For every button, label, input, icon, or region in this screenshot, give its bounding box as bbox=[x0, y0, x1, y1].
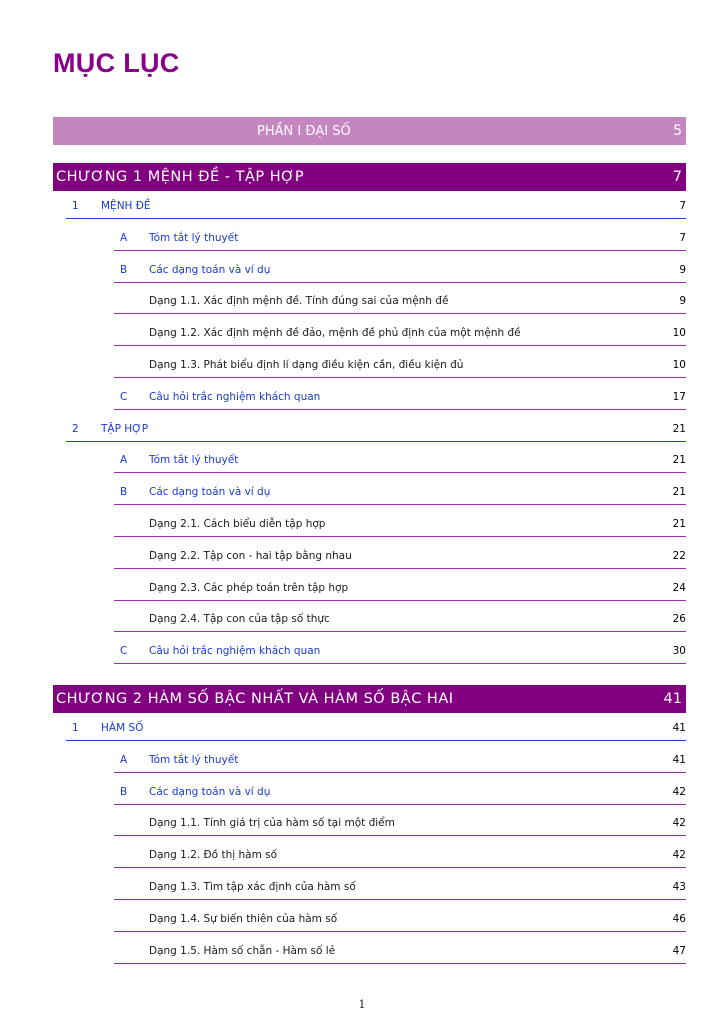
exercise-type-entry[interactable] bbox=[114, 943, 686, 964]
entry-page-number: 46 bbox=[672, 912, 686, 925]
entry-title: Dạng 2.2. Tập con - hai tập bằng nhau bbox=[149, 549, 352, 562]
entry-title: MỆNH ĐỀ bbox=[101, 200, 151, 212]
entry-title: Dạng 1.3. Phát biểu định lí dạng điều kiện cần, điều kiện đủ bbox=[149, 359, 464, 371]
entry-number: 1 bbox=[72, 722, 79, 734]
entry-title: HÀM SỐ bbox=[101, 722, 144, 734]
chapter-page-number: 41 bbox=[663, 691, 682, 707]
entry-page-number: 41 bbox=[672, 753, 686, 766]
entry-page-number: 9 bbox=[679, 263, 686, 276]
entry-page-number: 41 bbox=[672, 722, 686, 734]
exercise-type-entry[interactable] bbox=[114, 847, 686, 868]
entry-page-number: 42 bbox=[672, 785, 686, 798]
section-entry[interactable] bbox=[66, 421, 686, 442]
entry-title: TẬP HỢP bbox=[101, 422, 149, 435]
entry-title: Tóm tắt lý thuyết bbox=[149, 454, 239, 467]
page-footer-number: 1 bbox=[358, 998, 366, 1011]
entry-page-number: 42 bbox=[672, 849, 686, 862]
entry-page-number: 9 bbox=[679, 295, 686, 308]
part-page-number: 5 bbox=[673, 123, 682, 139]
subsection-entry[interactable] bbox=[114, 643, 686, 664]
entry-title: Dạng 2.1. Cách biểu diễn tập hợp bbox=[149, 518, 326, 530]
entry-title: Dạng 1.1. Xác định mệnh đề. Tính đúng sai của mệnh đề bbox=[149, 295, 449, 308]
entry-page-number: 7 bbox=[679, 231, 686, 244]
exercise-type-entry[interactable] bbox=[114, 815, 686, 836]
entry-page-number: 42 bbox=[672, 817, 686, 830]
subsection-entry[interactable] bbox=[114, 752, 686, 773]
entry-title: Các dạng toán và ví dụ bbox=[149, 263, 271, 276]
section-entry[interactable] bbox=[66, 720, 686, 741]
section-entry[interactable] bbox=[66, 198, 686, 219]
entry-title: Dạng 2.4. Tập con của tập số thực bbox=[149, 613, 330, 626]
entry-number: B bbox=[120, 263, 128, 276]
entry-title: Câu hỏi trắc nghiệm khách quan bbox=[149, 645, 321, 658]
entry-page-number: 10 bbox=[672, 327, 686, 340]
entry-page-number: 47 bbox=[672, 944, 686, 957]
subsection-entry[interactable] bbox=[114, 784, 686, 805]
subsection-entry[interactable] bbox=[114, 262, 686, 283]
entry-page-number: 21 bbox=[672, 454, 686, 467]
entry-title: Dạng 2.3. Các phép toán trên tập hợp bbox=[149, 581, 349, 594]
entry-number: C bbox=[120, 390, 128, 403]
entry-page-number: 21 bbox=[672, 422, 686, 435]
chapter-heading[interactable] bbox=[53, 163, 686, 191]
exercise-type-entry[interactable] bbox=[114, 580, 686, 601]
chapter-heading[interactable] bbox=[53, 685, 686, 713]
entry-title: Dạng 1.2. Xác định mệnh đề đảo, mệnh đề phủ định của một mệnh đề bbox=[149, 327, 521, 340]
entry-number: 1 bbox=[72, 200, 79, 212]
exercise-type-entry[interactable] bbox=[114, 293, 686, 314]
entry-page-number: 7 bbox=[679, 200, 686, 212]
entry-title: Dạng 1.3. Tìm tập xác định của hàm số bbox=[149, 881, 356, 893]
entry-number: A bbox=[120, 454, 128, 467]
subsection-entry[interactable] bbox=[114, 389, 686, 410]
entry-page-number: 30 bbox=[672, 645, 686, 658]
entry-page-number: 21 bbox=[672, 518, 686, 530]
entry-title: Các dạng toán và ví dụ bbox=[149, 785, 271, 798]
exercise-type-entry[interactable] bbox=[114, 879, 686, 900]
part-label: PHẦN I ĐẠI SỐ bbox=[257, 124, 351, 139]
entry-title: Dạng 1.1. Tính giá trị của hàm số tại một điểm bbox=[149, 817, 395, 830]
subsection-entry[interactable] bbox=[114, 452, 686, 473]
entry-title: Tóm tắt lý thuyết bbox=[149, 753, 239, 766]
chapter-page-number: 7 bbox=[672, 169, 682, 185]
exercise-type-entry[interactable] bbox=[114, 911, 686, 932]
entry-title: Dạng 1.5. Hàm số chẵn - Hàm số lẻ bbox=[149, 944, 336, 957]
entry-page-number: 26 bbox=[672, 613, 686, 626]
subsection-entry[interactable] bbox=[114, 230, 686, 251]
entry-page-number: 24 bbox=[672, 581, 686, 594]
subsection-entry[interactable] bbox=[114, 484, 686, 505]
entry-title: Dạng 1.2. Đồ thị hàm số bbox=[149, 849, 278, 862]
entry-page-number: 21 bbox=[672, 486, 686, 499]
entry-number: B bbox=[120, 486, 128, 499]
exercise-type-entry[interactable] bbox=[114, 357, 686, 378]
entry-number: A bbox=[120, 231, 128, 244]
exercise-type-entry[interactable] bbox=[114, 516, 686, 537]
entry-title: Dạng 1.4. Sự biến thiên của hàm số bbox=[149, 912, 338, 925]
entry-number: 2 bbox=[72, 422, 79, 435]
entry-page-number: 22 bbox=[672, 549, 686, 562]
entry-number: B bbox=[120, 785, 128, 798]
entry-title: Câu hỏi trắc nghiệm khách quan bbox=[149, 390, 321, 403]
exercise-type-entry[interactable] bbox=[114, 611, 686, 632]
page-title: MỤC LỤC bbox=[53, 48, 180, 78]
entry-page-number: 43 bbox=[672, 881, 686, 893]
exercise-type-entry[interactable] bbox=[114, 325, 686, 346]
chapter-label: CHƯƠNG 2 HÀM SỐ BẬC NHẤT VÀ HÀM SỐ BẬC HAI bbox=[56, 691, 454, 707]
table-of-contents bbox=[53, 0, 686, 1000]
entry-number: C bbox=[120, 645, 128, 658]
entry-page-number: 10 bbox=[672, 359, 686, 371]
chapter-label: CHƯƠNG 1 MỆNH ĐỀ - TẬP HỢP bbox=[56, 169, 305, 185]
entry-number: A bbox=[120, 753, 128, 766]
exercise-type-entry[interactable] bbox=[114, 548, 686, 569]
entry-title: Các dạng toán và ví dụ bbox=[149, 486, 271, 499]
entry-page-number: 17 bbox=[672, 390, 686, 403]
entry-title: Tóm tắt lý thuyết bbox=[149, 231, 239, 244]
